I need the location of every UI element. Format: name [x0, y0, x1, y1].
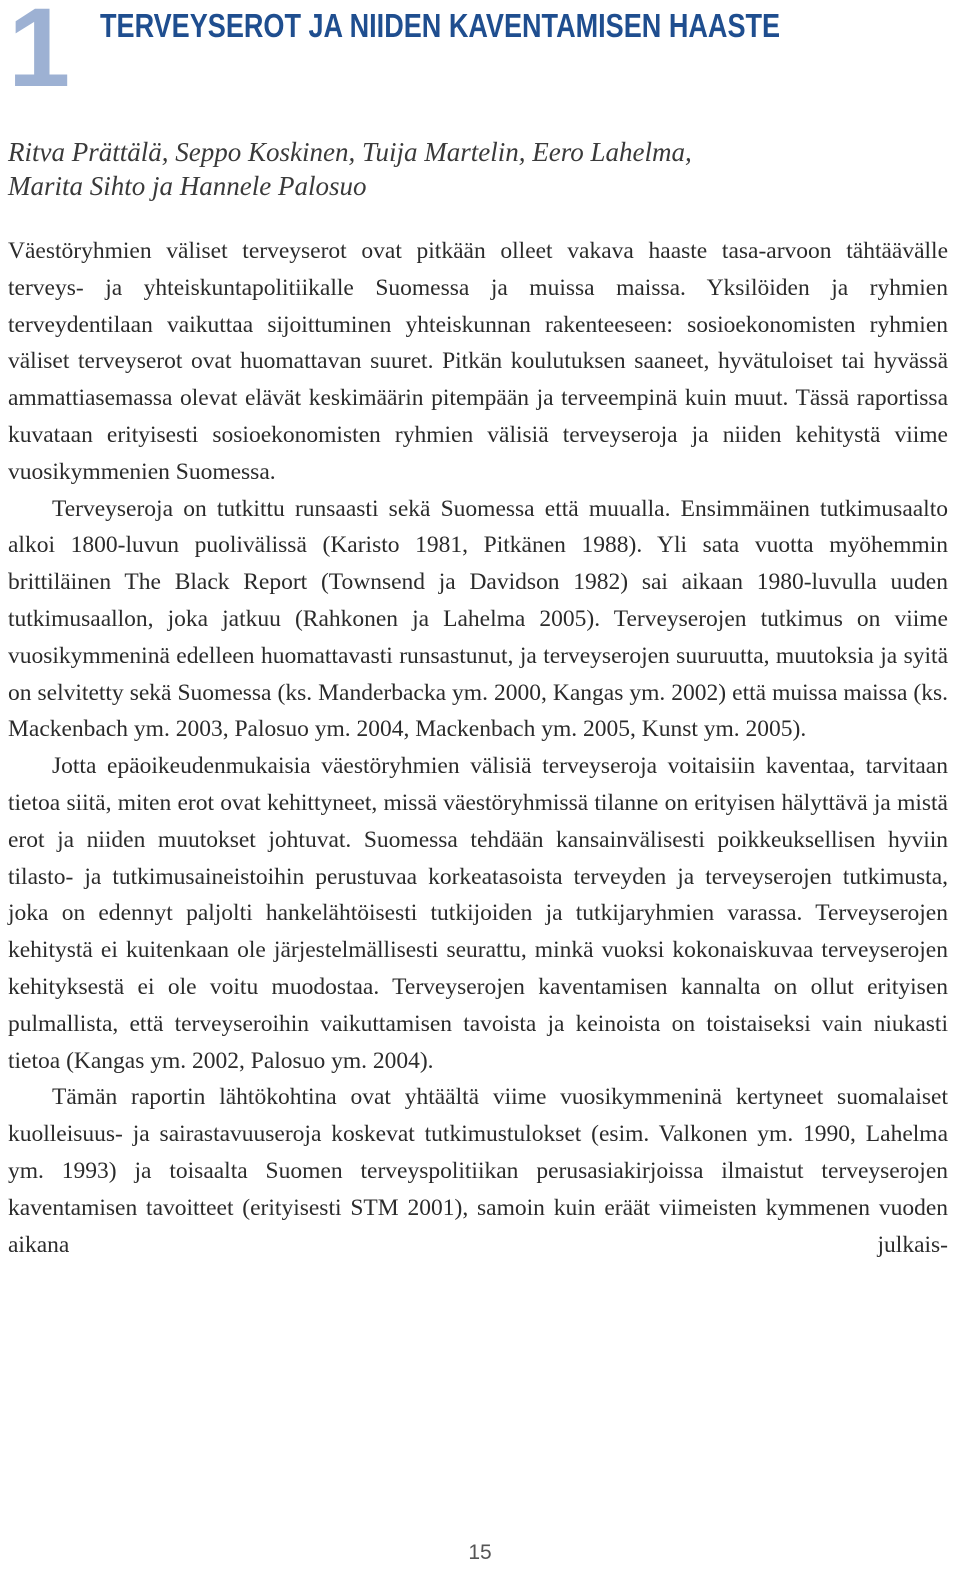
chapter-number: 1 — [8, 0, 69, 110]
authors — [8, 135, 948, 203]
paragraph-starting-points: Tämän raportin lähtökohtina ovat yhtäältä viime vuosikymmeninä kertyneet suomalaiset kuolleisuus- ja sairastavuuseroja koskevat tutkimustulokset (esim. Valkonen ym. 1990, Lahelma ym. 1993) ja toisaalta Suomen terveyspolitiikan perusasiakirjoissa ilmaistut terveyserojen kaventamisen tavoitteet (erityisesti STM 2001), samoin kuin eräät viimeisten kymmenen vuoden aikana julkais- — [8, 1084, 948, 1258]
body-text — [8, 233, 948, 1263]
authors-line: Marita Sihto ja Hannele Palosuo — [8, 171, 367, 201]
paragraph-research-history: Terveyseroja on tutkittu runsaasti sekä Suomessa että muualla. Ensimmäinen tutkimusaalto alkoi 1800-luvun puolivälissä (Karisto 1981, Pitkänen 1988). Yli sata vuotta myöhemmin brittiläinen The Black Report (Townsend ja Davidson 1982) sai aikaan 1980-luvulla uuden tutkimusaallon, joka jatkuu (Rahkonen ja Lahelma 2005). Terveyserojen tutkimus on viime vuosikymmeninä edelleen huomattavasti runsastunut, ja terveyserojen suuruutta, muutoksia ja syitä on selvitetty sekä Suomessa (ks. Manderbacka ym. 2000, Kangas ym. 2002) että muissa maissa (ks. Mackenbach ym. 2003, Palosuo ym. 2004, Mackenbach ym. 2005, Kunst ym. 2005). — [8, 495, 948, 743]
paragraph-information-need: Jotta epäoikeudenmukaisia väestöryhmien välisiä terveyseroja voitaisiin kaventaa, tarvitaan tietoa siitä, miten erot ovat kehittyneet, missä väestöryhmissä tilanne on erityisen hälyttävä ja mistä erot ja niiden muutokset johtuvat. Suomessa tehdään kansainvälisesti poikkeuksellisen hyviin tilasto- ja tutkimusaineistoihin perustuvaa korkeatasoista terveyden ja terveyserojen tutkimusta, joka on edennyt paljolti hankelähtöisesti tutkijoiden ja tutkijaryhmien varassa. Terveyserojen kehitystä ei kuitenkaan ole järjestelmällisesti seurattu, minkä vuoksi kokonaiskuvaa terveyserojen kehityksestä ei ole voitu muodostaa. Terveyserojen kaventamisen kannalta on ollut erityisen pulmallista, että terveyseroihin vaikuttamisen tavoista ja keinoista on toistaiseksi vain niukasti tietoa (Kangas ym. 2002, Palosuo ym. 2004). — [8, 753, 948, 1074]
chapter-title: TERVEYSEROT JA NIIDEN KAVENTAMISEN HAASTE — [100, 7, 781, 44]
authors-line: Ritva Prättälä, Seppo Koskinen, Tuija Martelin, Eero Lahelma, — [8, 137, 692, 167]
page-number: 15 — [468, 1541, 492, 1564]
paragraph-intro: Väestöryhmien väliset terveyserot ovat pitkään olleet vakava haaste tasa-arvoon tähtäävälle terveys- ja yhteiskuntapolitiikalle Suomessa ja muissa maissa. Yksilöiden ja ryhmien terveydentilaan vaikuttaa sijoittuminen yhteiskunnan rakenteeseen: sosioekonomisten ryhmien väliset terveyserot ovat huomattavan suuret. Pitkän koulutuksen saaneet, hyvätuloiset tai hyvässä ammattiasemassa olevat elävät keskimäärin pitempään ja terveempinä kuin muut. Tässä raportissa kuvataan erityisesti sosioekonomisten ryhmien välisiä terveyseroja ja niiden kehitystä viime vuosikymmenien Suomessa. — [8, 238, 948, 485]
